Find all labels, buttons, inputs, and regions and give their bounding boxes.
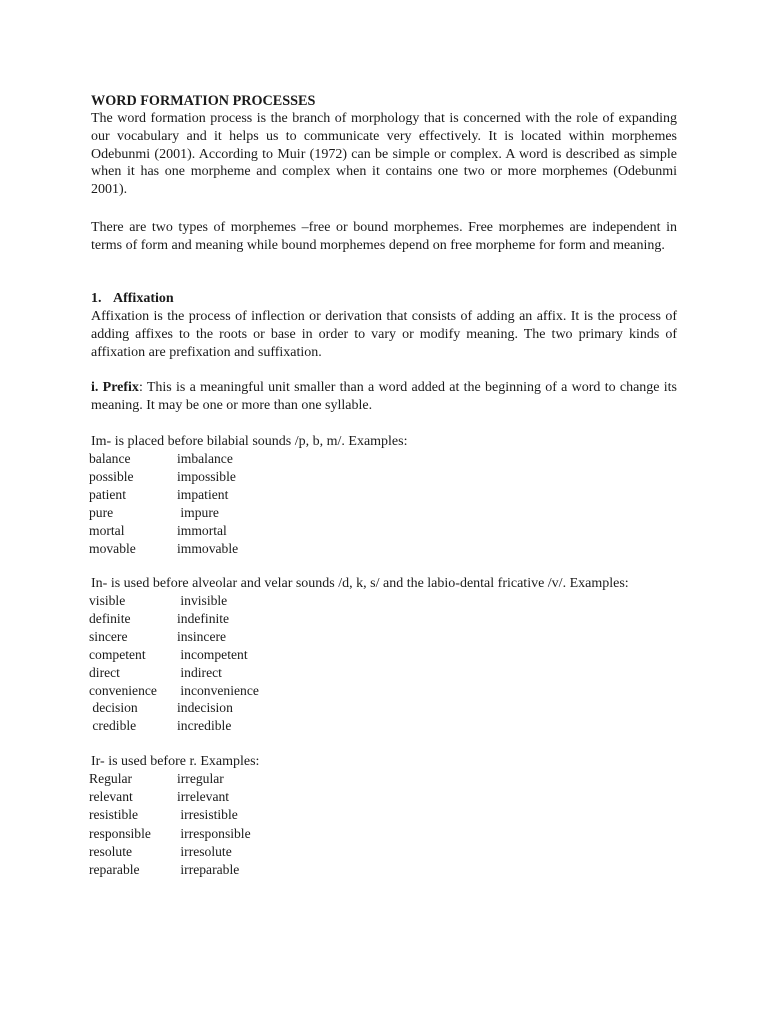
- intro-paragraph: The word formation process is the branch of morphology that is concerned with the role of expanding our vocabulary and it helps us to communicate very effectively. It is located within morphemes Odebunmi (2001). According to Muir (1972) can be simple or complex. A word is described as simple when it has one morpheme and complex when it contains one two or more morphemes (Odebunmi 2001).: [91, 111, 677, 198]
- prefixed-word: impossible: [177, 468, 236, 484]
- page-title: WORD FORMATION PROCESSES: [91, 93, 316, 109]
- base-word: visible: [89, 593, 126, 608]
- prefixed-word: irregular: [177, 771, 224, 786]
- base-word: credible: [89, 718, 137, 734]
- base-word: relevant: [89, 789, 133, 805]
- example-row: [89, 843, 232, 861]
- prefixed-word: indirect: [177, 664, 222, 680]
- prefixed-word: irreparable: [177, 862, 240, 877]
- prefixed-word: irresponsible: [177, 825, 251, 841]
- base-word: convenience: [89, 682, 157, 698]
- base-word: pure: [89, 504, 114, 520]
- prefixed-word: incompetent: [177, 646, 248, 662]
- example-row: [89, 788, 229, 806]
- example-row: [89, 450, 233, 468]
- example-row: [89, 806, 238, 824]
- prefixed-word: irresistible: [177, 807, 238, 823]
- base-word: responsible: [89, 825, 151, 841]
- example-row: [89, 664, 222, 682]
- example-row: [89, 825, 251, 843]
- example-row: [89, 468, 236, 486]
- base-word: decision: [89, 700, 138, 716]
- prefixed-word: inconvenience: [177, 682, 259, 698]
- in-intro: In- is used before alveolar and velar sounds /d, k, s/ and the labio-dental fricative /v/. Examples:: [91, 576, 629, 591]
- base-word: resolute: [89, 843, 133, 859]
- example-row: [89, 592, 227, 610]
- im-intro: Im- is placed before bilabial sounds /p, b, m/. Examples:: [91, 434, 408, 449]
- affixation-heading: [91, 290, 677, 308]
- section-title: Affixation: [113, 291, 174, 306]
- base-word: reparable: [89, 862, 140, 877]
- prefixed-word: immortal: [177, 522, 227, 538]
- example-row: [89, 861, 239, 879]
- example-row: [89, 717, 231, 735]
- example-row: [89, 646, 248, 664]
- example-row: [89, 504, 219, 522]
- base-word: balance: [89, 451, 131, 466]
- example-row: [89, 770, 224, 788]
- ir-intro: Ir- is used before r. Examples:: [91, 754, 260, 769]
- base-word: possible: [89, 468, 134, 484]
- prefixed-word: impatient: [177, 486, 229, 502]
- example-row: [89, 540, 238, 558]
- example-row: [89, 610, 229, 628]
- prefixed-word: immovable: [177, 540, 239, 556]
- prefixed-word: incredible: [177, 718, 232, 734]
- morpheme-types-paragraph: There are two types of morphemes –free or bound morphemes. Free morphemes are independent in terms of form and meaning while bound morphemes depend on free morpheme for form and meaning.: [91, 220, 677, 253]
- base-word: patient: [89, 486, 126, 502]
- prefix-paragraph: [91, 379, 677, 415]
- prefixed-word: indefinite: [177, 610, 230, 626]
- example-row: [89, 522, 227, 540]
- example-row: [89, 486, 228, 504]
- example-row: [89, 628, 226, 646]
- example-row: [89, 682, 259, 700]
- prefix-definition: : This is a meaningful unit smaller than a word added at the beginning of a word to change its meaning. It may be one or more than one syllable.: [91, 380, 677, 413]
- affixation-paragraph: Affixation is the process of inflection or derivation that consists of adding an affix. It is the process of adding affixes to the roots or base in order to vary or modify meaning. The two primary kinds of affixation are prefixation and suffixation.: [91, 309, 677, 360]
- prefixed-word: invisible: [177, 593, 228, 608]
- base-word: movable: [89, 540, 136, 556]
- base-word: sincere: [89, 628, 128, 644]
- base-word: resistible: [89, 807, 139, 823]
- prefixed-word: impure: [177, 504, 219, 520]
- prefixed-word: imbalance: [177, 451, 233, 466]
- prefixed-word: insincere: [177, 628, 227, 644]
- base-word: competent: [89, 646, 146, 662]
- base-word: definite: [89, 610, 131, 626]
- base-word: mortal: [89, 522, 125, 538]
- prefixed-word: indecision: [177, 700, 233, 716]
- example-row: [89, 699, 233, 717]
- base-word: Regular: [89, 771, 133, 786]
- prefixed-word: irrelevant: [177, 789, 230, 805]
- section-number: 1.: [91, 291, 102, 306]
- base-word: direct: [89, 664, 120, 680]
- prefix-label: i. Prefix: [91, 380, 139, 395]
- prefixed-word: irresolute: [177, 843, 232, 859]
